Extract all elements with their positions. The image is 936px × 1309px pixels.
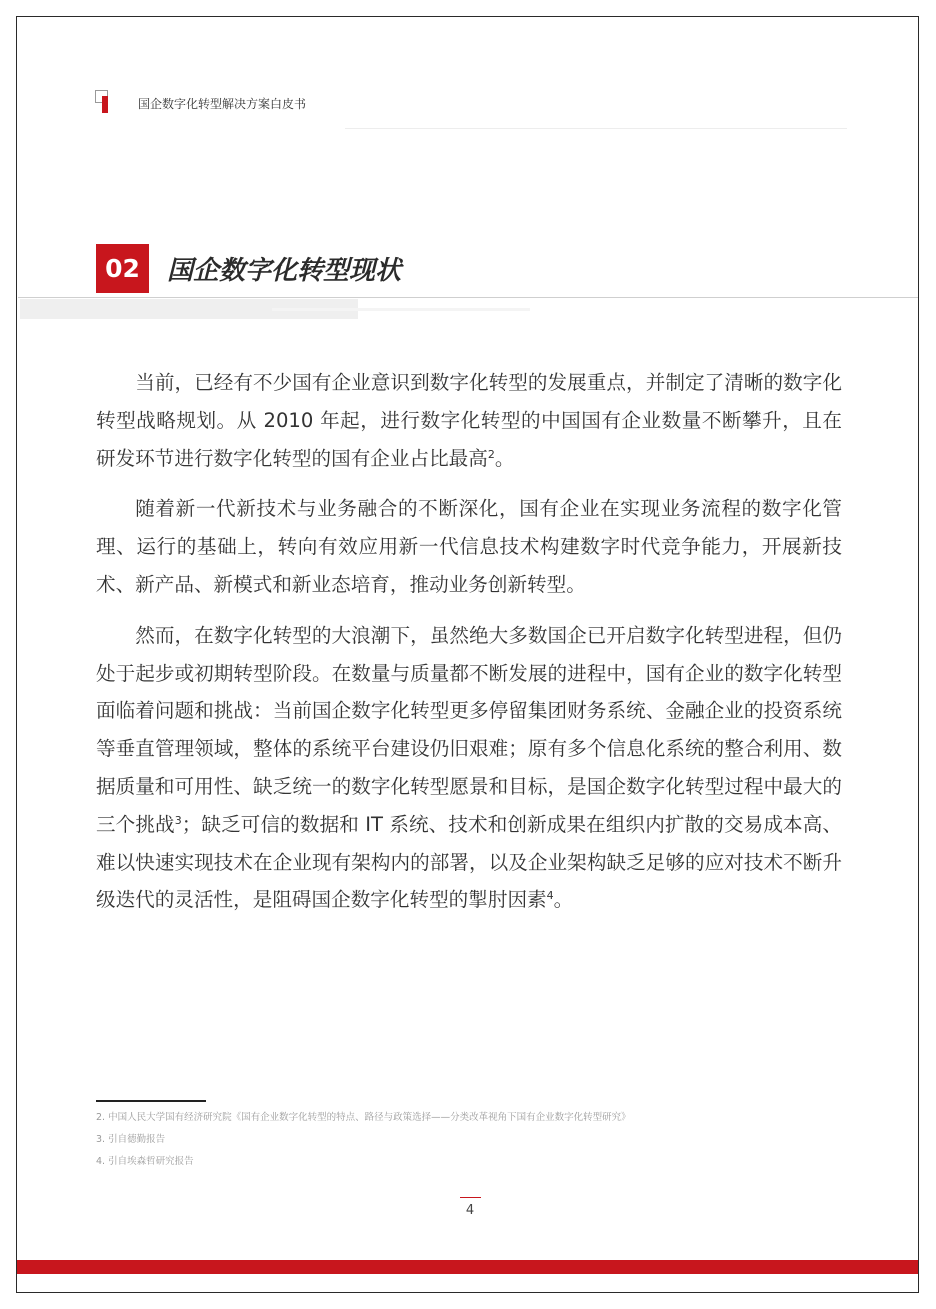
footnote-ref[interactable]: 2 bbox=[487, 447, 495, 461]
section-divider bbox=[18, 297, 918, 298]
section-number-badge: 02 bbox=[96, 244, 149, 293]
footnote-divider bbox=[96, 1100, 206, 1102]
footnote-ref[interactable]: 4 bbox=[546, 889, 554, 903]
footnote-ref[interactable]: 3 bbox=[174, 813, 182, 827]
decorative-band-secondary bbox=[272, 308, 530, 311]
footnote-item: 4. 引自埃森哲研究报告 bbox=[96, 1156, 194, 1167]
footnotes bbox=[96, 1111, 716, 1177]
footnote-item: 3. 引自德勤报告 bbox=[96, 1134, 166, 1145]
header-divider bbox=[345, 128, 847, 129]
section-title: 国企数字化转型现状 bbox=[167, 256, 402, 286]
page-number-mark bbox=[460, 1197, 481, 1198]
paragraph: 随着新一代新技术与业务融合的不断深化，国有企业在实现业务流程的数字化管理、运行的基础上，转向有效应用新一代信息技术构建数字时代竞争能力，开展新技术、新产品、新模式和新业态培育，推动业务创新转型。 bbox=[96, 497, 842, 596]
paragraph: 当前，已经有不少国有企业意识到数字化转型的发展重点，并制定了清晰的数字化转型战略规划。从 2010 年起，进行数字化转型的中国国有企业数量不断攀升，且在研发环节进行数字化转型的国有企业占比最高$^2$。 bbox=[96, 371, 842, 470]
page-number: 4 bbox=[465, 1203, 475, 1218]
footnote-item: 2. 中国人民大学国有经济研究院《国有企业数字化转型的特点、路径与政策选择——分类改革视角下国有企业数字化转型研究》 bbox=[96, 1112, 631, 1123]
brand-logo-icon bbox=[95, 90, 115, 114]
body-text bbox=[96, 364, 842, 932]
footer-accent-bar bbox=[17, 1260, 918, 1274]
paragraph: 然而，在数字化转型的大浪潮下，虽然绝大多数国企已开启数字化转型进程，但仍处于起步或初期转型阶段。在数量与质量都不断发展的进程中，国有企业的数字化转型面临着问题和挑战：当前国企数字化转型更多停留集团财务系统、金融企业的投资系统等垂直管理领域，整体的系统平台建设仍旧艰难；原有多个信息化系统的整合利用、数据质量和可用性、缺乏统一的数字化转型愿景和目标，是国企数字化转型过程中最大的三个挑战$^3$；缺乏可信的数据和 IT 系统、技术和创新成果在组织内扩散的交易成本高、难以快速实现技术在企业现有架构内的部署，以及企业架构缺乏足够的应对技术不断升级迭代的灵活性，是阻碍国企数字化转型的掣肘因素$^4$。 bbox=[96, 623, 843, 912]
header-title: 国企数字化转型解决方案白皮书 bbox=[138, 97, 307, 111]
